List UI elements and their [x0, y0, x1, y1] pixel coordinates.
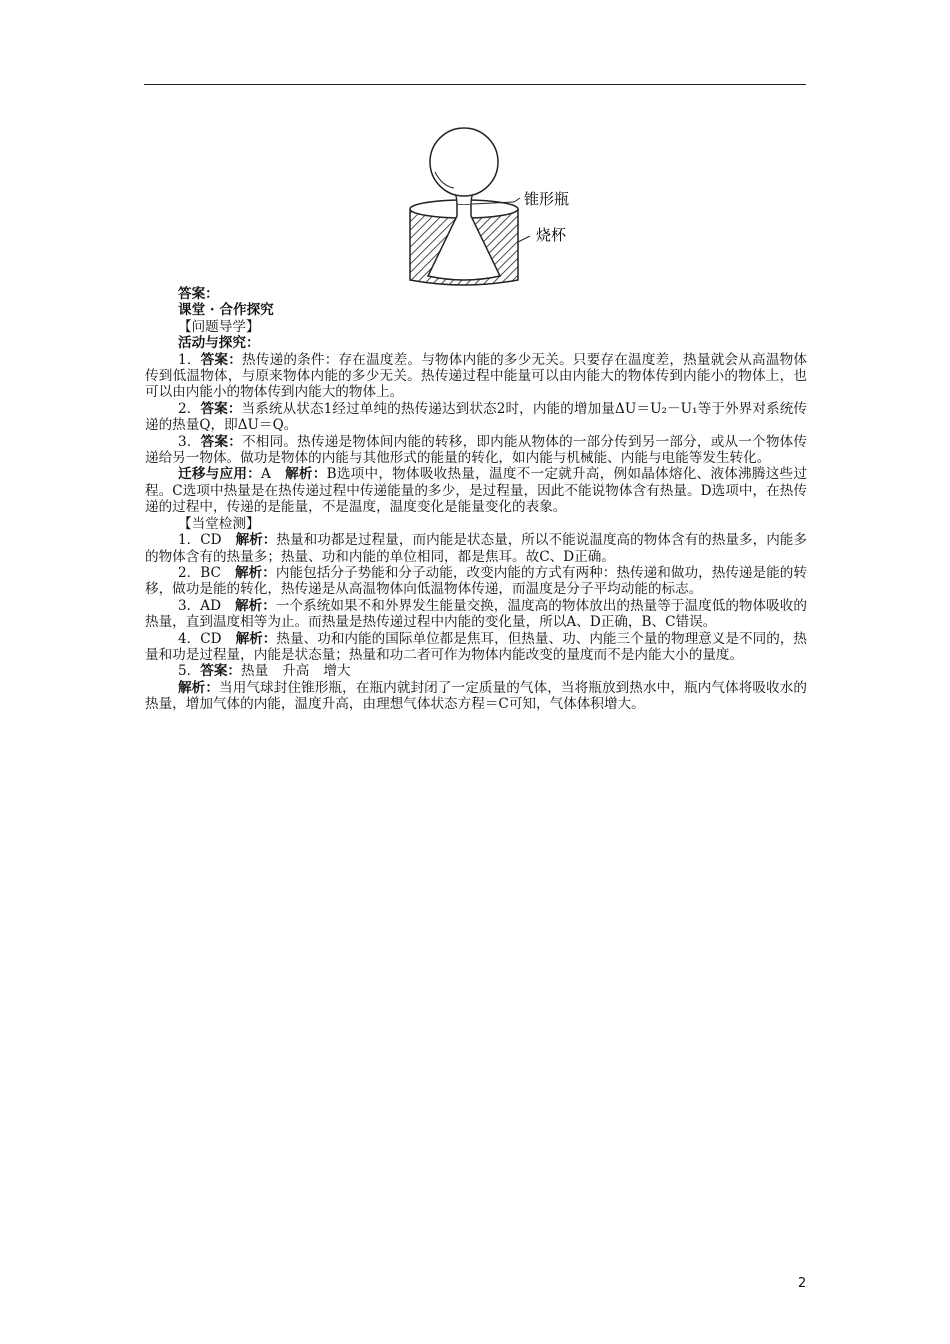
answer-3-text: 不相同。热传递是物体间内能的转移，即内能从物体的一部分传到另一部分，或从一个物体传递给另一物体。做功是物体的内能与其他形式的能量的转化，如内能与机械能、内能与电能等发生转化。	[145, 433, 808, 467]
transfer-application	[145, 466, 807, 515]
section-title: 课堂 · 合作探究	[178, 302, 274, 319]
test-5-explain-text: 当用气球封住锥形瓶，在瓶内就封闭了一定质量的气体，当将瓶放到热水中，瓶内气体将吸收水的热量，增加气体的内能，温度升高，由理想气体状态方程＝C可知，气体体积增大。	[145, 679, 808, 713]
flask-beaker-diagram	[380, 124, 610, 294]
answer-3-label: 答案：	[200, 433, 242, 450]
answer-2-text: 当系统从状态1经过单纯的热传递达到状态2时，内能的增加量ΔU＝U₂－U₁等于外界对系统传递的热量Q，即ΔU＝Q。	[145, 400, 808, 434]
test-4-label: 解析：	[235, 630, 277, 647]
test-4-number: 4．CD	[178, 630, 222, 647]
test-1	[145, 532, 807, 565]
page-number: 2	[798, 1276, 807, 1291]
test-5-answer-3: 增大	[323, 663, 351, 680]
test-1-text: 热量和功都是过程量，而内能是状态量，所以不能说温度高的物体含有的热量多，内能多的物体含有的热量多；热量、功和内能的单位相同，都是焦耳。故C、D正确。	[145, 532, 808, 565]
test-5-number: 5．	[178, 663, 201, 680]
flask-label: 锥形瓶	[524, 190, 570, 208]
header-rule	[144, 84, 806, 85]
transfer-answer: A	[261, 466, 271, 483]
test-5-answer-2: 升高	[282, 663, 310, 680]
answer-1-text: 热传递的条件：存在温度差。与物体内能的多少无关。只要存在温度差，热量就会从高温物体传到低温物体，与原来物体内能的多少无关。热传递过程中能量可以由内能大的物体传到内能小的物体上，也可以由内能小的物体传到内能大的物体上。	[145, 351, 808, 401]
test-3-number: 3．AD	[178, 597, 222, 614]
answer-2-number: 2．	[178, 400, 201, 417]
answer-2	[145, 401, 807, 434]
test-1-number: 1．CD	[178, 532, 222, 549]
answer-2-label: 答案：	[200, 400, 242, 417]
beaker-label: 烧杯	[536, 226, 567, 244]
answer-1	[145, 352, 807, 401]
test-2-number: 2．BC	[178, 564, 221, 581]
subsection-activity: 活动与探究：	[178, 335, 260, 352]
test-5	[145, 663, 807, 679]
answer-3	[145, 434, 807, 467]
test-3	[145, 598, 807, 631]
test-5-explanation	[145, 680, 807, 713]
subsection-guide: 【问题导学】	[178, 318, 260, 335]
test-2-text: 内能包括分子势能和分子动能，改变内能的方式有两种：热传递和做功，热传递是能的转移，做功是能的转化，热传递是从高温物体向低温物体传递，而温度是分子平均动能的标志。	[145, 564, 808, 598]
test-3-label: 解析：	[235, 597, 276, 614]
transfer-label: 迁移与应用：	[178, 466, 262, 483]
test-2	[145, 565, 807, 598]
test-4-text: 热量、功和内能的国际单位都是焦耳，但热量、功、内能三个量的物理意义是不同的，热量和功是过程量，内能是状态量；热量和功二者可作为物体内能改变的量度而不是内能大小的量度。	[145, 630, 808, 663]
transfer-text: B选项中，物体吸收热量，温度不一定就升高，例如晶体熔化、液体沸腾这些过程。C选项中热量是在热传递过程中传递能量的多少，是过程量，因此不能说物体含有热量。D选项中，在热传递的过程中，传递的是能量，不是温度，温度变化是能量变化的表象。	[145, 466, 807, 516]
subsection-test: 【当堂检测】	[178, 515, 260, 532]
test-5-explain-label: 解析：	[178, 679, 220, 696]
answer-3-number: 3．	[178, 433, 201, 450]
answer-1-number: 1．	[178, 351, 201, 368]
test-4	[145, 631, 807, 664]
answers-content	[145, 286, 807, 713]
test-2-label: 解析：	[234, 564, 276, 581]
test-5-label: 答案：	[200, 663, 242, 680]
answers-heading: 答案：	[178, 286, 219, 302]
transfer-explain-label: 解析：	[284, 466, 327, 483]
test-5-answer-1: 热量	[241, 663, 269, 680]
test-1-label: 解析：	[235, 532, 277, 549]
apparatus-figure	[380, 124, 610, 294]
test-3-text: 一个系统如果不和外界发生能量交换，温度高的物体放出的热量等于温度低的物体吸收的热量，直到温度相等为止。而热量是热传递过程中内能的变化量，所以A、D正确，B、C错误。	[145, 597, 808, 631]
answer-1-label: 答案：	[200, 351, 242, 368]
